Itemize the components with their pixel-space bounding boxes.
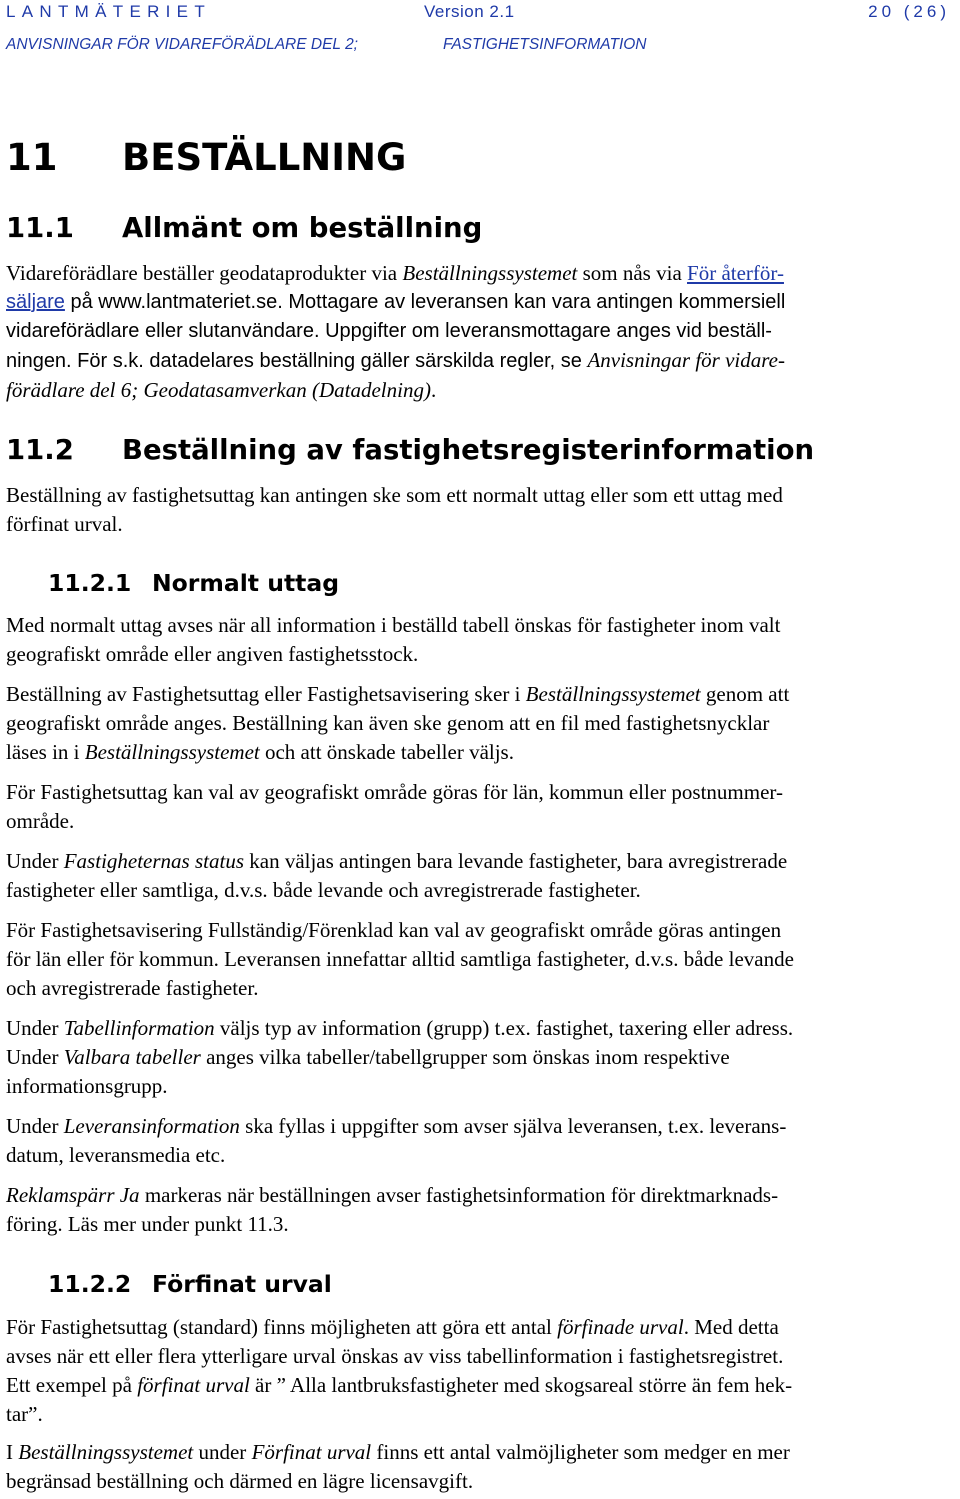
text: för län eller för kommun. Leveransen innefattar alltid samtliga fastigheter, d.v.s. både levande bbox=[6, 947, 794, 971]
text: Under bbox=[6, 849, 64, 873]
text: väljs typ av information (grupp) t.ex. fastighet, taxering eller adress. bbox=[214, 1016, 794, 1040]
subsection-title: Förfinat urval bbox=[152, 1270, 332, 1298]
document-series: ANVISNINGAR FÖR VIDAREFÖRÄDLARE DEL 2; bbox=[6, 36, 358, 53]
text: För Fastighetsuttag (standard) finns möjligheten att göra ett antal bbox=[6, 1315, 558, 1339]
subsection-number: 11.2.1 bbox=[48, 569, 132, 597]
text: förfinat urval. bbox=[6, 512, 123, 536]
text-italic: Beställningssystemet bbox=[84, 740, 260, 764]
text-italic: Valbara tabeller bbox=[63, 1045, 201, 1069]
text: under bbox=[193, 1440, 252, 1464]
paragraph-normal-uttag-7 bbox=[6, 1112, 951, 1170]
text-italic: förädlare del 6; Geodatasamverkan (Datadelning) bbox=[6, 378, 431, 402]
page-header bbox=[6, 2, 954, 26]
text: Under bbox=[6, 1016, 64, 1040]
paragraph-forfinat-urval-2 bbox=[6, 1438, 951, 1496]
text: är ” Alla lantbruksfastigheter med skogsareal större än fem hek- bbox=[249, 1373, 793, 1397]
paragraph-11-2 bbox=[6, 481, 951, 539]
text: som nås via bbox=[577, 261, 688, 285]
chapter-title: BESTÄLLNING bbox=[122, 136, 407, 179]
text: geografiskt område eller angiven fastighetsstock. bbox=[6, 642, 419, 666]
text: Ett exempel på bbox=[6, 1373, 138, 1397]
text-italic: Leveransinformation bbox=[63, 1114, 240, 1138]
subsection-heading-11-2-1 bbox=[48, 569, 339, 597]
text: I bbox=[6, 1440, 19, 1464]
subsection-heading-11-2-2 bbox=[48, 1270, 332, 1298]
text: kan väljas antingen bara levande fastigheter, bara avregistrerade bbox=[244, 849, 788, 873]
retailer-link-continued[interactable]: säljare bbox=[6, 291, 65, 313]
text-italic: förfinat urval bbox=[137, 1373, 250, 1397]
section-number: 11.2 bbox=[6, 434, 74, 466]
paragraph-normal-uttag-3 bbox=[6, 778, 951, 836]
text: och att önskade tabeller väljs. bbox=[259, 740, 514, 764]
document-title-header bbox=[6, 36, 954, 54]
text: läses in i bbox=[6, 740, 85, 764]
text: informationsgrupp. bbox=[6, 1074, 168, 1098]
text: ningen. För s.k. datadelares beställning gäller särskilda regler, se bbox=[6, 350, 588, 372]
text: genom att bbox=[700, 682, 790, 706]
text: Vidareförädlare beställer geodataprodukter via bbox=[6, 261, 403, 285]
text: datum, leveransmedia etc. bbox=[6, 1143, 226, 1167]
text: . bbox=[430, 378, 437, 402]
chapter-number: 11 bbox=[6, 136, 58, 179]
text-italic: Förfinat urval bbox=[251, 1440, 372, 1464]
text: begränsad beställning och därmed en lägre licensavgift. bbox=[6, 1469, 474, 1493]
text: . Med detta bbox=[683, 1315, 779, 1339]
text-italic: Fastigheternas status bbox=[63, 849, 244, 873]
text: geografiskt område anges. Beställning kan även ske genom att en fil med fastighetsnycklar bbox=[6, 711, 770, 735]
paragraph-normal-uttag-1 bbox=[6, 611, 951, 669]
retailer-link[interactable]: För återför- bbox=[687, 261, 784, 285]
paragraph-normal-uttag-5 bbox=[6, 916, 951, 1003]
text: Med normalt uttag avses när all information i beställd tabell önskas för fastigheter inom valt bbox=[6, 613, 781, 637]
text: Beställning av Fastighetsuttag eller Fastighetsavisering sker i bbox=[6, 682, 526, 706]
text: finns ett antal valmöjligheter som medger en mer bbox=[371, 1440, 790, 1464]
text: anges vilka tabeller/tabellgrupper som önskas inom respektive bbox=[200, 1045, 730, 1069]
section-number: 11.1 bbox=[6, 212, 74, 244]
page-number: 20 (26) bbox=[868, 2, 950, 21]
subsection-title: Normalt uttag bbox=[152, 569, 340, 597]
text: Under bbox=[6, 1114, 64, 1138]
text-italic: förfinade urval bbox=[557, 1315, 684, 1339]
paragraph-forfinat-urval-1 bbox=[6, 1313, 951, 1429]
text: Beställning av fastighetsuttag kan antingen ske som ett normalt uttag eller som ett uttag med bbox=[6, 483, 783, 507]
text: Under bbox=[6, 1045, 64, 1069]
section-heading-11-1 bbox=[6, 212, 482, 244]
paragraph-normal-uttag-4 bbox=[6, 847, 951, 905]
paragraph-normal-uttag-6 bbox=[6, 1014, 951, 1101]
text-italic: Beställningssystemet bbox=[402, 261, 578, 285]
text: fastigheter eller samtliga, d.v.s. både levande och avregistrerade fastigheter. bbox=[6, 878, 641, 902]
paragraph-normal-uttag-2 bbox=[6, 680, 951, 767]
subsection-number: 11.2.2 bbox=[48, 1270, 132, 1298]
chapter-heading bbox=[6, 136, 406, 179]
text: För Fastighetsavisering Fullständig/Förenklad kan val av geografiskt område göras antingen bbox=[6, 918, 782, 942]
text-italic: Beställningssystemet bbox=[18, 1440, 194, 1464]
text: ska fyllas i uppgifter som avser själva leveransen, t.ex. leverans- bbox=[239, 1114, 787, 1138]
organization-name: LANTMÄTERIET bbox=[6, 2, 212, 21]
paragraph-11-1 bbox=[6, 259, 951, 405]
text: föring. Läs mer under punkt 11.3. bbox=[6, 1212, 289, 1236]
text: tar”. bbox=[6, 1402, 43, 1426]
text: För Fastighetsuttag kan val av geografiskt område göras för län, kommun eller postnummer- bbox=[6, 780, 783, 804]
text: avses när ett eller flera ytterligare urval önskas av viss tabellinformation i fastighetsregistret. bbox=[6, 1344, 784, 1368]
text-italic: Tabellinformation bbox=[63, 1016, 215, 1040]
version-label: Version 2.1 bbox=[424, 2, 515, 21]
text: på www.lantmateriet.se. Mottagare av leveransen kan vara antingen kommersiell bbox=[64, 291, 786, 313]
section-heading-11-2 bbox=[6, 434, 814, 466]
section-title: Allmänt om beställning bbox=[122, 212, 483, 244]
text: och avregistrerade fastigheter. bbox=[6, 976, 259, 1000]
text: markeras när beställningen avser fastighetsinformation för direktmarknads- bbox=[139, 1183, 779, 1207]
text-italic: Anvisningar för vidare- bbox=[587, 348, 785, 372]
paragraph-normal-uttag-8 bbox=[6, 1181, 951, 1239]
text-italic: Reklamspärr Ja bbox=[6, 1183, 140, 1207]
section-title: Beställning av fastighetsregisterinformation bbox=[122, 434, 815, 466]
text: område. bbox=[6, 809, 75, 833]
text: vidareförädlare eller slutanvändare. Uppgifter om leveransmottagare anges vid beställ- bbox=[6, 320, 772, 342]
text-italic: Beställningssystemet bbox=[525, 682, 701, 706]
document-subject: FASTIGHETSINFORMATION bbox=[443, 36, 647, 53]
